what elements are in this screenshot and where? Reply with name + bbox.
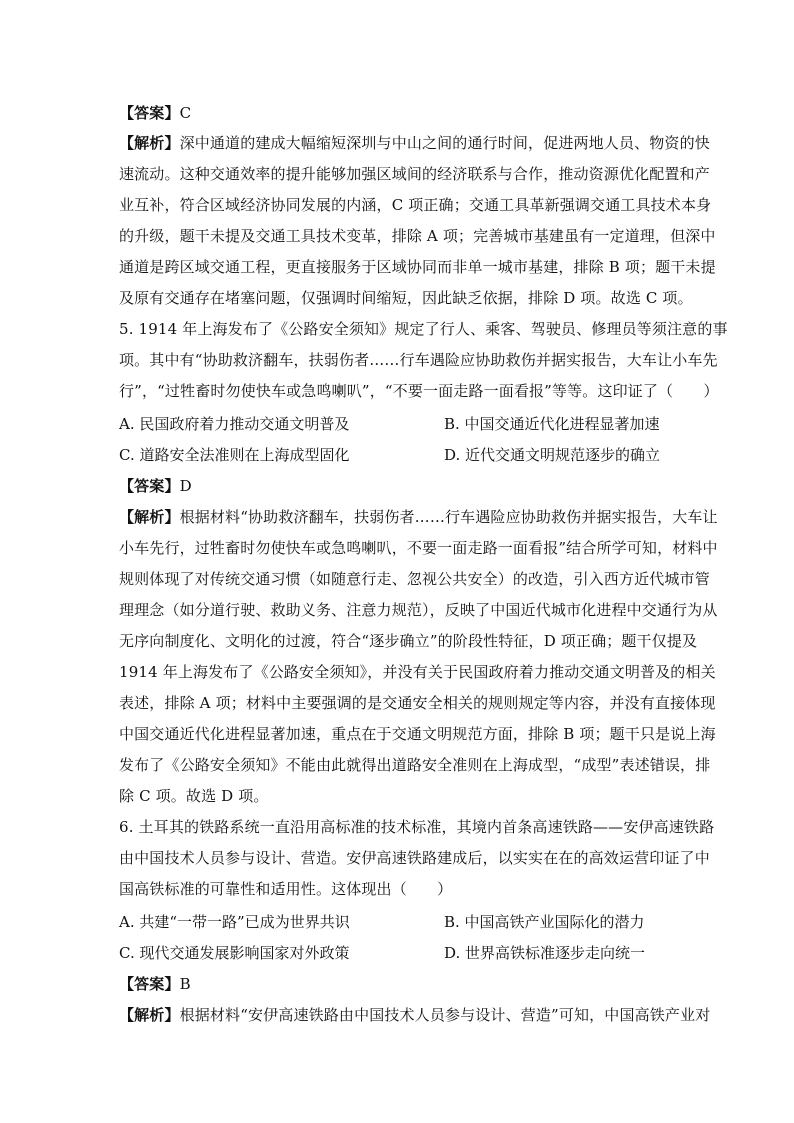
q5-analysis-line-8: 中国交通近代化进程显著加速，重点在于交通文明规范方面，排除 B 项；题干只是说上海	[119, 725, 716, 743]
q6-option-b: B. 中国高铁产业国际化的潜力	[444, 913, 645, 931]
analysis-tag: 【解析】	[119, 1006, 180, 1024]
q5-stem-line-3: 行”，“过牲畜时勿使快车或急鸣喇叭”，“不要一面走路一面看报”等等。这印证了（ ）	[119, 382, 719, 400]
q4-analysis-line-1	[119, 133, 710, 153]
q5-option-d: D. 近代交通文明规范逐步的确立	[444, 446, 661, 464]
q5-analysis-line-7: 表述，排除 A 项；材料中主要强调的是交通安全相关的规则规定等内容，并没有直接体现	[119, 694, 716, 712]
q5-stem-line-2: 项。其中有“协助救济翻车，扶弱伤者……行车遇险应协助救伤并据实报告，大车让小车先	[119, 351, 718, 369]
q5-option-a: A. 民国政府着力推动交通文明普及	[119, 415, 350, 433]
answer-tag: 【答案】	[119, 104, 180, 122]
q5-option-b: B. 中国交通近代化进程显著加速	[444, 415, 660, 433]
q5-option-c: C. 道路安全法准则在上海成型固化	[119, 446, 350, 464]
answer-tag: 【答案】	[119, 477, 180, 495]
answer-value: C	[179, 104, 192, 122]
q5-analysis-line-3: 规则体现了对传统交通习惯（如随意行走、忽视公共安全）的改造，引入西方近代城市管	[119, 570, 710, 588]
analysis-text: 深中通道的建成大幅缩短深圳与中山之间的通行时间，促进两地人员、物资的快	[179, 134, 710, 152]
q4-analysis-line-4: 的升级，题干未提及交通工具技术变革，排除 A 项；完善城市基建虽有一定道理，但深中	[119, 227, 716, 245]
q4-analysis-line-6: 及原有交通存在堵塞问题，仅强调时间缩短，因此缺乏依据，排除 D 项。故选 C 项。	[119, 289, 693, 307]
q5-analysis-line-2: 小车先行，过牲畜时勿使快车或急鸣喇叭，不要一面走路一面看报”结合所学可知，材料中	[119, 539, 718, 557]
q6-analysis-line-1	[119, 1005, 711, 1025]
q6-stem-line-3: 国高铁标准的可靠性和适用性。这体现出（ ）	[119, 880, 453, 898]
analysis-tag: 【解析】	[119, 134, 180, 152]
q4-analysis-line-5: 通道是跨区域交通工程，更直接服务于区域协同而非单一城市基建，排除 B 项；题干未提	[119, 258, 716, 276]
analysis-text: 根据材料“安伊高速铁路由中国技术人员参与设计、营造”可知，中国高铁产业对	[179, 1006, 711, 1024]
q4-analysis-line-3: 业互补，符合区域经济协同发展的内涵，C 项正确；交通工具革新强调交通工具技术本身	[119, 196, 712, 214]
q6-stem-line-2: 由中国技术人员参与设计、营造。安伊高速铁路建成后，以实实在在的高效运营印证了中	[119, 849, 710, 867]
q5-analysis-line-4: 理理念（如分道行驶、救助义务、注意力规范），反映了中国近代城市化进程中交通行为从	[119, 601, 718, 619]
q6-option-a: A. 共建“一带一路”已成为世界共识	[119, 913, 350, 931]
answer-value: D	[179, 477, 192, 495]
q5-analysis-line-5: 无序向制度化、文明化的过渡，符合“逐步确立”的阶段性特征，D 项正确；题干仅提及	[119, 632, 698, 650]
q4-answer-line	[119, 103, 679, 123]
q5-analysis-line-6: 1914 年上海发布了《公路安全须知》，并没有关于民国政府着力推动交通文明普及的相关	[119, 663, 716, 681]
q5-answer-line	[119, 476, 679, 496]
analysis-text: 根据材料“协助救济翻车，扶弱伤者……行车遇险应协助救伤并据实报告，大车让	[179, 508, 718, 526]
q6-option-d: D. 世界高铁标准逐步走向统一	[444, 944, 646, 962]
answer-value: B	[179, 975, 191, 993]
analysis-tag: 【解析】	[119, 508, 180, 526]
q5-stem-line-1: 5. 1914 年上海发布了《公路安全须知》规定了行人、乘客、驾驶员、修理员等须注意的事	[119, 320, 728, 338]
q5-analysis-line-10: 除 C 项。故选 D 项。	[119, 787, 269, 805]
q6-stem-line-1: 6. 土耳其的铁路系统一直沿用高标准的技术标准，其境内首条高速铁路——安伊高速铁路	[119, 818, 715, 836]
answer-tag: 【答案】	[119, 975, 180, 993]
q6-answer-line	[119, 974, 679, 994]
q6-option-c: C. 现代交通发展影响国家对外政策	[119, 944, 350, 962]
q5-analysis-line-9: 发布了《公路安全须知》不能由此就得出道路安全准则在上海成型，“成型”表述错误，排	[119, 756, 711, 774]
q4-analysis-line-2: 速流动。这种交通效率的提升能够加强区域间的经济联系与合作，推动资源优化配置和产	[119, 165, 710, 183]
q5-analysis-line-1	[119, 507, 718, 527]
